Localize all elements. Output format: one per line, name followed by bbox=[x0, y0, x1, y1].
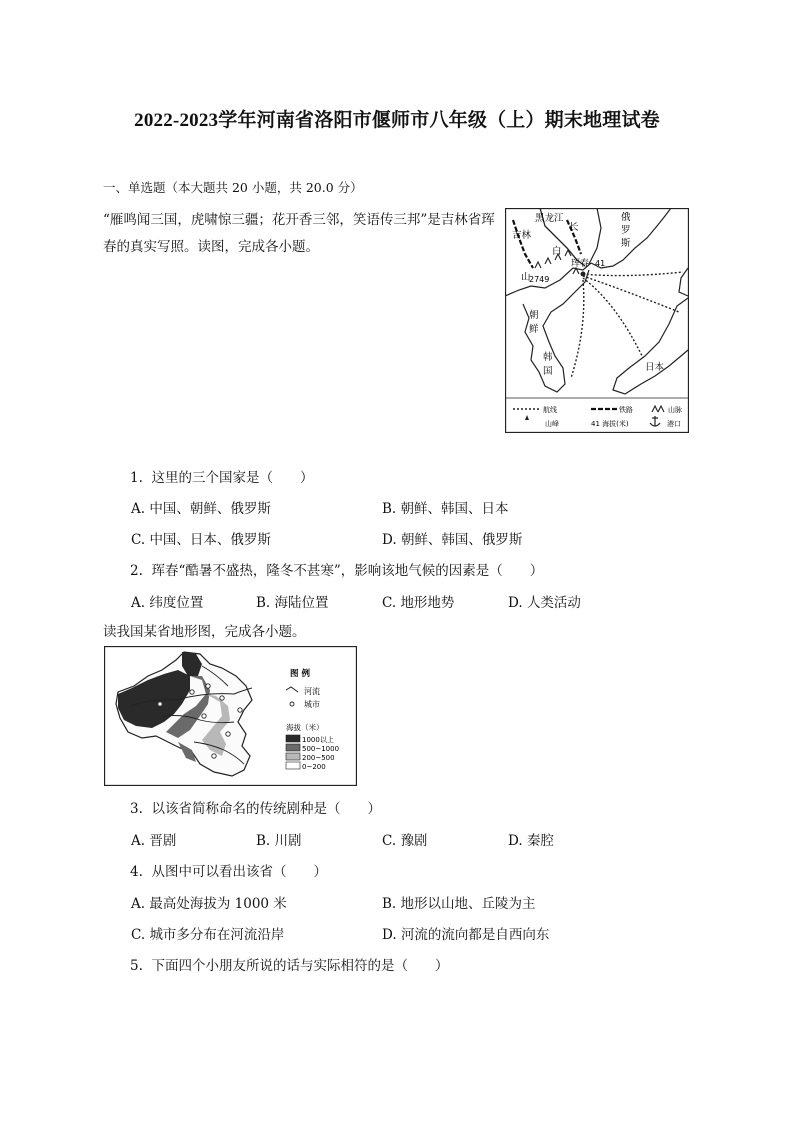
legend-swatch-200-500 bbox=[286, 753, 300, 760]
option-key: A. bbox=[131, 833, 146, 849]
option-text: 人类活动 bbox=[526, 595, 581, 611]
section-heading: 一、单选题（本大题共 20 小题，共 20.0 分） bbox=[103, 180, 363, 195]
legend-range-1: 1000以上 bbox=[302, 736, 334, 744]
legend-swatch-1000plus bbox=[286, 735, 300, 742]
option-text: 纬度位置 bbox=[149, 595, 204, 611]
label-russia-1: 俄 bbox=[621, 212, 631, 223]
option-text: 地形以山地、丘陵为主 bbox=[400, 896, 536, 912]
q4-option-a bbox=[131, 892, 287, 912]
legend-city: 城市 bbox=[304, 700, 320, 709]
legend-altitude-title: 海拔（米） bbox=[286, 723, 324, 732]
q3-option-b bbox=[256, 829, 302, 849]
legend-peak: 山峰 bbox=[545, 420, 559, 428]
city-marker bbox=[190, 690, 194, 694]
option-key: C. bbox=[382, 595, 397, 611]
legend-port: 港口 bbox=[667, 420, 681, 428]
label-jilin: 吉林 bbox=[512, 230, 532, 241]
option-text: 海陆位置 bbox=[274, 595, 329, 611]
question-1-text: 这里的三个国家是（ ） bbox=[151, 470, 314, 486]
hunchun-point bbox=[581, 272, 586, 277]
city-marker bbox=[206, 684, 210, 688]
label-russia-3: 斯 bbox=[621, 238, 631, 249]
q1-option-b bbox=[382, 497, 509, 517]
option-key: D. bbox=[508, 833, 523, 849]
question-3-text: 以该省简称命名的传统剧种是（ ） bbox=[151, 801, 381, 817]
question-2 bbox=[130, 559, 543, 579]
option-text: 河流的流向都是自西向东 bbox=[400, 927, 550, 943]
label-hunchun: 珲春 bbox=[571, 259, 590, 269]
option-key: D. bbox=[382, 532, 397, 548]
option-key: B. bbox=[256, 833, 271, 849]
option-text: 秦腔 bbox=[526, 833, 554, 849]
option-key: A. bbox=[131, 595, 146, 611]
legend-range-3: 200~500 bbox=[302, 754, 335, 762]
city-marker bbox=[212, 754, 216, 758]
option-text: 最高处海拔为 1000 米 bbox=[149, 896, 287, 912]
legend-range-4: 0~200 bbox=[302, 763, 326, 771]
option-key: B. bbox=[256, 595, 271, 611]
label-changbai-1: 长 bbox=[569, 222, 579, 233]
legend-railway: 铁路 bbox=[619, 406, 633, 414]
legend-altitude: 41 海拔(米) bbox=[591, 420, 629, 428]
question-4 bbox=[130, 860, 327, 880]
label-korea-n-1: 朝 bbox=[529, 310, 539, 321]
label-korea-s-1: 韩 bbox=[543, 352, 553, 363]
option-key: B. bbox=[382, 501, 397, 517]
option-text: 中国、朝鲜、俄罗斯 bbox=[149, 501, 271, 517]
city-marker bbox=[226, 732, 230, 736]
label-russia-2: 罗 bbox=[621, 225, 631, 236]
passage-intro-1: “雁鸣闻三国，虎啸惊三疆；花开香三邻，笑语传三邦”是吉林省珲春的真实写照。读图，完成各小题。 bbox=[103, 212, 495, 255]
legend-swatch-0-200 bbox=[286, 762, 300, 769]
q3-option-a bbox=[131, 829, 176, 849]
question-4-text: 从图中可以看出该省（ ） bbox=[151, 864, 327, 880]
label-korea-n-2: 鲜 bbox=[529, 324, 539, 335]
legend-river: 河流 bbox=[304, 687, 320, 696]
q2-option-c bbox=[382, 591, 454, 611]
passage-intro-2: 读我国某省地形图，完成各小题。 bbox=[103, 624, 306, 640]
option-key: D. bbox=[508, 595, 523, 611]
q3-option-c bbox=[382, 829, 427, 849]
option-key: D. bbox=[382, 927, 397, 943]
option-key: A. bbox=[131, 896, 146, 912]
question-1 bbox=[130, 466, 313, 486]
question-2-num: 2. bbox=[130, 563, 143, 579]
question-5 bbox=[130, 954, 448, 974]
legend-route: 航线 bbox=[543, 406, 557, 414]
hunchun-map-figure bbox=[505, 208, 689, 433]
label-korea-s-2: 国 bbox=[543, 366, 553, 377]
city-marker bbox=[202, 714, 206, 718]
label-japan: 日本 bbox=[645, 362, 665, 373]
question-1-num: 1. bbox=[130, 470, 143, 486]
legend-range-2: 500~1000 bbox=[302, 745, 340, 753]
legend-swatch-500-1000 bbox=[286, 744, 300, 751]
option-text: 地形地势 bbox=[400, 595, 455, 611]
option-text: 朝鲜、韩国、日本 bbox=[400, 501, 509, 517]
exam-title: 2022-2023学年河南省洛阳市偃师市八年级（上）期末地理试卷 bbox=[134, 110, 660, 131]
q4-option-c bbox=[131, 923, 284, 943]
option-text: 朝鲜、韩国、俄罗斯 bbox=[400, 532, 523, 548]
city-marker bbox=[158, 702, 162, 706]
option-key: C. bbox=[131, 532, 146, 548]
q4-option-d bbox=[382, 923, 549, 943]
q1-option-d bbox=[382, 528, 522, 548]
city-marker bbox=[220, 696, 224, 700]
option-key: C. bbox=[382, 833, 397, 849]
legend-city-icon bbox=[290, 702, 294, 706]
option-key: B. bbox=[382, 896, 397, 912]
question-4-num: 4. bbox=[130, 864, 143, 880]
q3-option-d bbox=[508, 829, 554, 849]
option-key: A. bbox=[131, 501, 146, 517]
q2-option-b bbox=[256, 591, 329, 611]
question-3-num: 3. bbox=[130, 801, 143, 817]
city-marker bbox=[238, 708, 242, 712]
option-text: 豫剧 bbox=[400, 833, 428, 849]
label-hunchun-altitude: 41 bbox=[595, 259, 606, 268]
question-3 bbox=[130, 797, 381, 817]
option-text: 城市多分布在河流沿岸 bbox=[149, 927, 285, 943]
q4-option-b bbox=[382, 892, 536, 912]
option-text: 晋剧 bbox=[149, 833, 177, 849]
legend-title: 图 例 bbox=[290, 669, 310, 679]
q1-option-a bbox=[131, 497, 271, 517]
q2-option-d bbox=[508, 591, 581, 611]
label-heilongjiang: 黑龙江 bbox=[535, 213, 564, 224]
question-5-text: 下面四个小朋友所说的话与实际相符的是（ ） bbox=[151, 958, 449, 974]
q2-option-a bbox=[131, 591, 203, 611]
province-terrain-map-figure bbox=[104, 646, 357, 786]
label-changbai-2: 白 bbox=[552, 246, 562, 257]
label-peak-altitude: 2749 bbox=[529, 275, 550, 284]
label-changbai-3: 山 bbox=[521, 272, 531, 283]
legend-mountain: 山脉 bbox=[668, 406, 682, 414]
option-text: 中国、日本、俄罗斯 bbox=[149, 532, 271, 548]
option-key: C. bbox=[131, 927, 146, 943]
question-2-text: 珲春“酷暑不盛热，隆冬不甚寒”，影响该地气候的因素是（ ） bbox=[151, 563, 544, 579]
q1-option-c bbox=[131, 528, 271, 548]
option-text: 川剧 bbox=[274, 833, 302, 849]
question-5-num: 5. bbox=[130, 958, 143, 974]
